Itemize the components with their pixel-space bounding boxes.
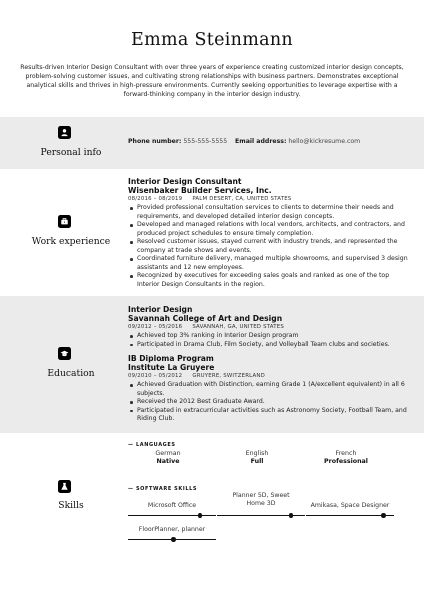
work-experience-section xyxy=(0,169,424,296)
education-meta xyxy=(128,372,410,381)
job-title: Interior Design Consultant xyxy=(128,177,242,186)
software-skill xyxy=(128,524,216,542)
education-entry xyxy=(128,354,410,424)
degree-title: Interior Design xyxy=(128,305,193,314)
school-name: Savannah College of Art and Design xyxy=(128,314,283,323)
education-bullets xyxy=(128,381,410,424)
language-level: Professional xyxy=(324,458,368,465)
list-item: Achieved Graduation with Distinction, earning Grade 1 (A/excellent equivalent) in all 6 subjects. xyxy=(128,381,410,398)
software-skills-heading: — SOFTWARE SKILLS xyxy=(128,486,198,492)
section-title-education: Education xyxy=(47,368,95,379)
job-entry xyxy=(128,177,410,289)
list-item: Achieved top 3% ranking in Interior Design program xyxy=(128,332,410,341)
list-item: Resolved customer issues, stayed current with industry trends, and represented the company at trade shows and events. xyxy=(128,238,410,255)
graduation-cap-icon xyxy=(58,347,71,360)
skill-level-dot xyxy=(171,537,176,542)
language-name: English xyxy=(245,450,269,457)
software-skill xyxy=(128,500,216,518)
job-dates: 08/2016 – 08/2019 xyxy=(128,196,183,202)
education-bullets xyxy=(128,332,410,349)
language-level: Full xyxy=(250,458,264,465)
skill-level-dot xyxy=(381,513,386,518)
job-bullets xyxy=(128,204,410,289)
list-item: Participated in Drama Club, Film Society, and Volleyball Team clubs and societies. xyxy=(128,341,410,350)
skill-level-dot xyxy=(289,513,294,518)
section-title-work-experience: Work experience xyxy=(31,236,111,247)
briefcase-icon xyxy=(58,215,71,228)
resume-name: Emma Steinmann xyxy=(131,30,293,50)
education-section xyxy=(0,296,424,433)
education-location: GRUYERE, SWITZERLAND xyxy=(192,373,265,379)
education-dates: 09/2012 – 05/2016 xyxy=(128,324,183,330)
skill-name: Planner 5D, Sweet Home 3D xyxy=(232,492,290,507)
education-dates: 09/2010 – 05/2012 xyxy=(128,373,183,379)
job-meta xyxy=(128,195,410,204)
job-company: Wisenbaker Builder Services, Inc. xyxy=(128,186,272,195)
language-name: French xyxy=(335,450,357,457)
education-entry xyxy=(128,305,410,349)
skill-level-dot xyxy=(198,513,203,518)
school-name: Institute La Gruyere xyxy=(128,363,215,372)
contact-line xyxy=(128,138,410,146)
skill-name: Amikasa, Space Designer xyxy=(310,502,390,509)
list-item: Participated in extracurricular activities such as Astronomy Society, Football Team, and Riding Club. xyxy=(128,407,410,424)
email-value: hello@kickresume.com xyxy=(288,138,361,145)
language-name: German xyxy=(155,450,181,457)
language-item xyxy=(302,450,390,466)
list-item: Provided professional consultation services to clients to determine their needs and requirements, and developed detailed interior design concepts. xyxy=(128,204,410,221)
list-item: Received the 2012 Best Graduate Award. xyxy=(128,398,410,407)
skill-name: Microsoft Office xyxy=(147,502,197,509)
language-item xyxy=(124,450,212,466)
phone-value: 555-555-5555 xyxy=(183,138,228,145)
languages-heading: — LANGUAGES xyxy=(128,442,176,448)
job-location: PALM DESERT, CA, UNITED STATES xyxy=(192,196,292,202)
list-item: Coordinated furniture delivery, managed multiple showrooms, and supervised 3 design assistants and 12 new employees. xyxy=(128,255,410,272)
summary-paragraph: Results-driven Interior Design Consultant with over three years of experience creating customized interior design concepts, problem-solving customer issues, and cultivating strong relationships with business partners. Demonstrates exceptional analytical skills and thrives in high-pressure environments. Currently seeking opportunities to leverage expertise with a forward-thinking company in the interior design industry. xyxy=(20,64,404,98)
personal-info-section xyxy=(0,117,424,169)
section-title-personal-info: Personal info xyxy=(40,147,102,158)
section-title-skills: Skills xyxy=(58,500,84,511)
phone-label: Phone number: xyxy=(128,138,182,145)
language-level: Native xyxy=(156,458,180,465)
skill-name: FloorPlanner, planner xyxy=(138,526,206,533)
flask-icon xyxy=(58,480,71,493)
list-item: Developed and managed relations with local vendors, architects, and contractors, and produced project schedules to ensure timely completion. xyxy=(128,221,410,238)
software-skill xyxy=(306,500,394,518)
software-skill xyxy=(217,492,305,518)
language-item xyxy=(213,450,301,466)
education-location: SAVANNAH, GA, UNITED STATES xyxy=(192,324,284,330)
person-icon xyxy=(58,126,71,139)
email-label: Email address: xyxy=(235,138,287,145)
skill-bar xyxy=(128,515,216,516)
skills-section xyxy=(0,433,424,600)
list-item: Recognized by executives for exceeding sales goals and ranked as one of the top Interior Design Consultants in the region. xyxy=(128,272,410,289)
degree-title: IB Diploma Program xyxy=(128,354,214,363)
education-meta xyxy=(128,323,410,332)
